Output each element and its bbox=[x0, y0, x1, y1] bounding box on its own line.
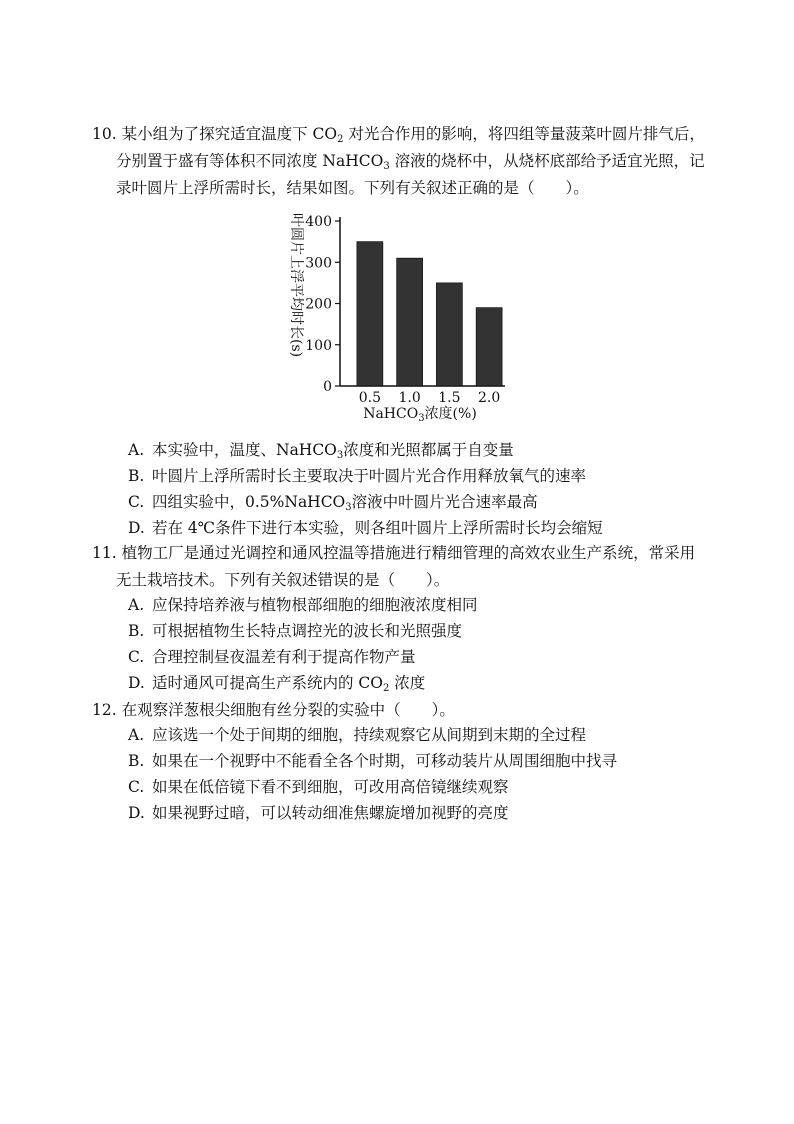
question-text: 录叶圆片上浮所需时长，结果如图。下列有关叙述正确的是（ ）。 bbox=[116, 179, 589, 197]
subscript: 2 bbox=[383, 683, 390, 694]
question-12 bbox=[92, 697, 752, 724]
question-10-line-2 bbox=[92, 148, 752, 175]
question-11-line-1 bbox=[92, 540, 752, 567]
option-letter: D. bbox=[128, 519, 145, 537]
x-tick-label: 1.0 bbox=[398, 390, 421, 406]
subscript: 3 bbox=[383, 161, 390, 172]
question-10-line-1 bbox=[92, 121, 752, 148]
option-text: 四组实验中，0.5%NaHCO bbox=[152, 493, 346, 511]
x-axis-label-subscript: 3 bbox=[418, 413, 425, 424]
bar-chart-svg bbox=[280, 205, 520, 430]
option-text: 浓度和光照都属于自变量 bbox=[343, 441, 514, 459]
option-text: 应保持培养液与植物根部细胞的细胞液浓度相同 bbox=[152, 596, 478, 614]
x-axis-label-part: NaHCO bbox=[363, 406, 419, 422]
subscript: 2 bbox=[337, 134, 344, 145]
y-tick-label: 300 bbox=[305, 255, 332, 272]
option-letter: C. bbox=[128, 493, 145, 511]
option-d bbox=[128, 515, 603, 541]
question-text: 某小组为了探究适宜温度下 CO bbox=[121, 125, 338, 143]
option-text: 叶圆片上浮所需时长主要取决于叶圆片光合作用释放氧气的速率 bbox=[152, 467, 587, 485]
option-a bbox=[128, 437, 514, 463]
bar-1.5 bbox=[436, 283, 462, 386]
x-tick-label: 1.5 bbox=[438, 390, 461, 406]
option-text: 可根据植物生长特点调控光的波长和光照强度 bbox=[152, 622, 463, 640]
option-text: 浓度 bbox=[389, 674, 426, 692]
y-tick-label: 400 bbox=[305, 214, 332, 230]
option-letter: C. bbox=[128, 778, 145, 796]
question-text: 植物工厂是通过光调控和通风控温等措施进行精细管理的高效农业生产系统，常采用 bbox=[121, 544, 696, 562]
option-a bbox=[128, 722, 586, 748]
option-letter: B. bbox=[128, 752, 145, 770]
option-text: 合理控制昼夜温差有利于提高作物产量 bbox=[152, 648, 416, 666]
option-b bbox=[128, 618, 462, 644]
option-d bbox=[128, 670, 425, 696]
question-text: 无土栽培技术。下列有关叙述错误的是（ ）。 bbox=[116, 571, 450, 589]
option-text: 应该选一个处于间期的细胞，持续观察它从间期到末期的全过程 bbox=[152, 726, 587, 744]
option-text: 如果在低倍镜下看不到细胞，可改用高倍镜继续观察 bbox=[152, 778, 509, 796]
y-axis-label: 叶圆片上浮平均时长(s) bbox=[288, 213, 304, 358]
option-letter: D. bbox=[128, 804, 145, 822]
bar-chart bbox=[280, 205, 520, 430]
option-letter: A. bbox=[128, 726, 145, 744]
question-10 bbox=[92, 121, 752, 202]
question-number: 10. bbox=[92, 125, 117, 143]
subscript: 3 bbox=[345, 502, 352, 513]
option-letter: D. bbox=[128, 674, 145, 692]
option-letter: B. bbox=[128, 622, 145, 640]
question-text: 对光合作用的影响，将四组等量菠菜叶圆片排气后， bbox=[343, 125, 705, 143]
x-tick-label: 2.0 bbox=[477, 390, 501, 406]
y-tick-label: 200 bbox=[305, 296, 332, 313]
x-axis-label bbox=[363, 405, 477, 424]
option-d bbox=[128, 800, 509, 826]
option-letter: C. bbox=[128, 648, 145, 666]
option-c bbox=[128, 644, 416, 670]
option-letter: A. bbox=[128, 441, 145, 459]
question-text: 溶液的烧杯中，从烧杯底部给予适宜光照，记 bbox=[389, 152, 705, 170]
question-12-line-1 bbox=[92, 697, 752, 724]
option-b bbox=[128, 463, 586, 489]
option-c bbox=[128, 489, 538, 515]
option-text: 如果在一个视野中不能看全各个时期，可移动装片从周围细胞中找寻 bbox=[152, 752, 618, 770]
question-11 bbox=[92, 540, 752, 594]
option-b bbox=[128, 748, 617, 774]
option-a bbox=[128, 592, 478, 618]
x-axis-label-part: 浓度(%) bbox=[424, 406, 477, 422]
bar-1.0 bbox=[397, 258, 423, 386]
option-text: 适时通风可提高生产系统内的 CO bbox=[152, 674, 383, 692]
option-letter: A. bbox=[128, 596, 145, 614]
option-c bbox=[128, 774, 509, 800]
bar-0.5 bbox=[357, 242, 383, 386]
question-10-line-3 bbox=[92, 175, 752, 202]
bar-2.0 bbox=[476, 308, 502, 386]
question-number: 11. bbox=[92, 544, 117, 562]
option-letter: B. bbox=[128, 467, 145, 485]
question-text: 分别置于盛有等体积不同浓度 NaHCO bbox=[116, 152, 384, 170]
y-tick-label: 0 bbox=[323, 379, 332, 395]
x-tick-label: 0.5 bbox=[358, 390, 382, 406]
question-11-line-2 bbox=[92, 567, 752, 594]
option-text: 本实验中，温度、NaHCO bbox=[152, 441, 337, 459]
chart-bars bbox=[357, 242, 502, 386]
option-text: 若在 4℃条件下进行本实验，则各组叶圆片上浮所需时长均会缩短 bbox=[152, 519, 603, 537]
y-tick-label: 100 bbox=[305, 337, 332, 354]
question-text: 在观察洋葱根尖细胞有丝分裂的实验中（ ）。 bbox=[121, 701, 455, 719]
option-text: 溶液中叶圆片光合速率最高 bbox=[351, 493, 538, 511]
question-number: 12. bbox=[92, 701, 117, 719]
option-text: 如果视野过暗，可以转动细准焦螺旋增加视野的亮度 bbox=[152, 804, 509, 822]
subscript: 3 bbox=[336, 450, 344, 461]
